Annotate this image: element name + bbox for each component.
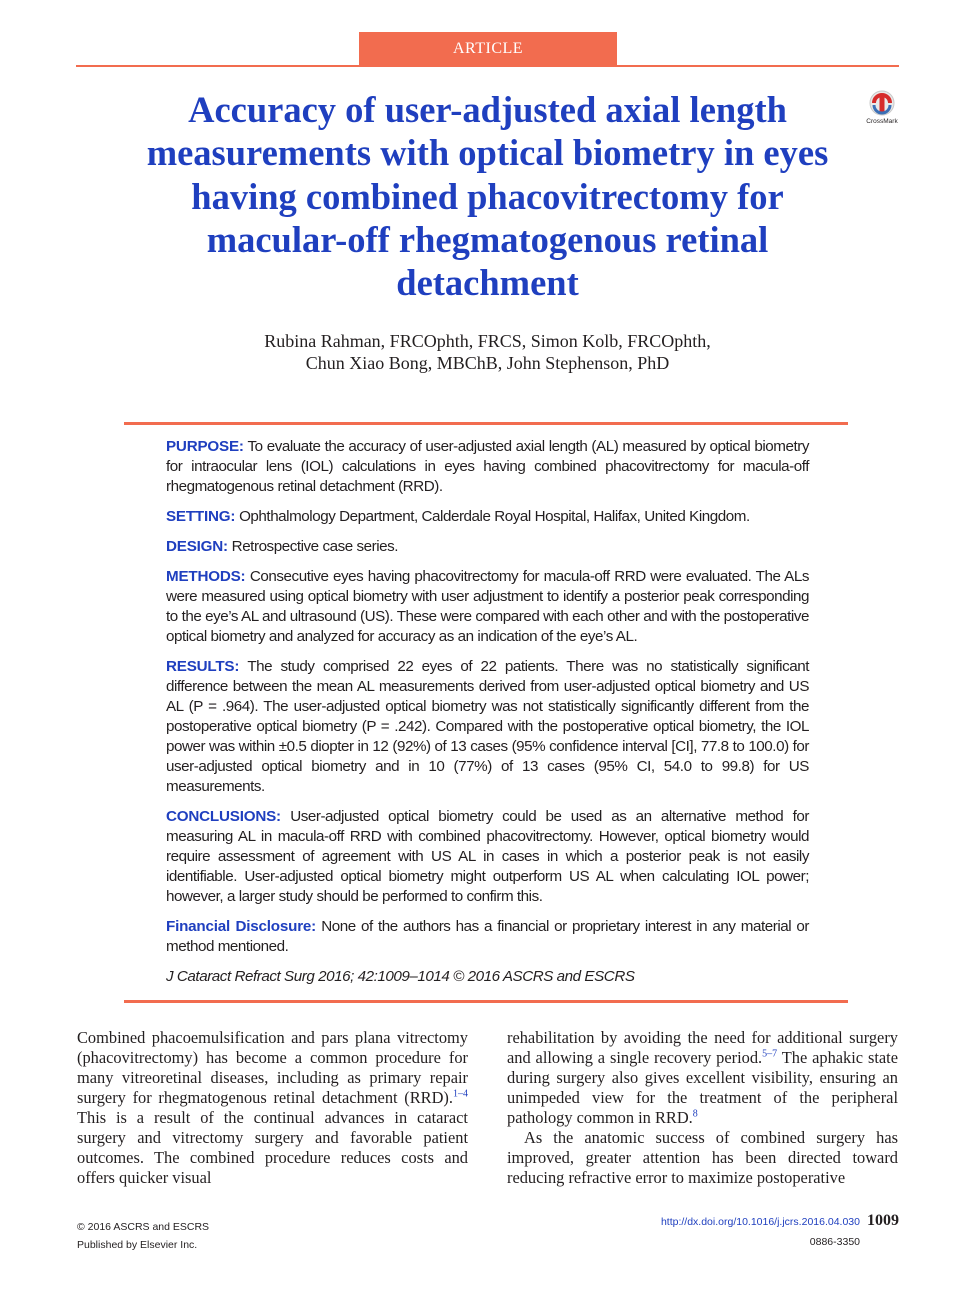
abstract-purpose	[166, 437, 809, 497]
copyright-notice: © 2016 ASCRS and ESCRS	[77, 1221, 210, 1233]
section-label: SETTING:	[166, 508, 236, 525]
reference-link[interactable]: 1–4	[453, 1088, 468, 1100]
article-type-tag: ARTICLE	[359, 32, 617, 65]
section-text: The study comprised 22 eyes of 22 patients. There was no statistically significant difference between the mean AL measurements derived from user-adjusted optical biometry and US AL (P = .964). The user-adjusted optical biometry was not statistically significantly different from the postoperative optical biometry (P = .242). Compared with the postoperative optical biometry, the IOL power was within ±0.5 diopter in 12 (92%) of 13 cases (95% confidence interval [CI], 77.8 to 100.0) for user-adjusted optical biometry and in 10 (77%) of 13 cases (95% CI, 54.0 to 99.8) for US measurements.	[166, 658, 810, 795]
abstract-bottom-rule	[124, 1000, 848, 1003]
body-text: The aphakic state during surgery also gives excellent visibility, ensuring an unimpeded view for the treatment of the peripheral pathology common in RRD.	[507, 1048, 898, 1127]
body-text: Combined phacoemulsification and pars plana vitrectomy (phacovitrectomy) has become a common procedure for many vitreoretinal diseases, including as primary repair surgery for rhegmatogenous retinal detachment (RRD).	[77, 1028, 468, 1107]
author-line: Rubina Rahman, FRCOphth, FRCS, Simon Kolb, FRCOphth,	[264, 331, 711, 351]
section-text: Ophthalmology Department, Calderdale Royal Hospital, Halifax, United Kingdom.	[239, 508, 750, 525]
abstract-setting	[166, 507, 809, 527]
abstract-top-rule	[124, 422, 848, 425]
publisher-notice: Published by Elsevier Inc.	[77, 1239, 198, 1251]
section-label: RESULTS:	[166, 658, 240, 675]
section-text: None of the authors has a financial or proprietary interest in any material or method mentioned.	[166, 918, 809, 955]
section-label: METHODS:	[166, 568, 246, 585]
author-list	[200, 330, 775, 374]
reference-link[interactable]: 8	[692, 1108, 698, 1120]
section-label: DESIGN:	[166, 538, 228, 555]
section-text: Retrospective case series.	[231, 538, 399, 555]
author-line: Chun Xiao Bong, MBChB, John Stephenson, PhD	[305, 353, 670, 373]
section-label: CONCLUSIONS:	[166, 808, 281, 825]
abstract-conclusions	[166, 807, 809, 907]
crossmark-icon	[864, 90, 900, 120]
journal-citation: J Cataract Refract Surg 2016; 42:1009–1014 © 2016 ASCRS and ESCRS	[166, 968, 635, 985]
page-number: 1009	[867, 1212, 899, 1229]
body-paragraph: As the anatomic success of combined surgery has improved, greater attention has been directed toward reducing refractive error to maximize postoperative	[507, 1128, 898, 1187]
section-text: User-adjusted optical biometry could be used as an alternative method for measuring AL in macula-off RRD with combined phacovitrectomy. However, optical biometry would require assessment of agreement with US AL in cases in which a posterior peak is not easily identifiable. User-adjusted optical biometry might outperform US AL when calculating IOL power; however, a larger study should be performed to confirm this.	[166, 808, 809, 905]
crossmark-label: CrossMark	[866, 118, 898, 125]
abstract-disclosure	[166, 917, 809, 957]
abstract-results	[166, 657, 809, 797]
section-label: PURPOSE:	[166, 438, 244, 455]
section-text: Consecutive eyes having phacovitrectomy for macula-off RRD were evaluated. The ALs were measured using optical biometry with user adjustment to identify a posterior peak corresponding to the eye’s AL and ultrasound (US). These were compared with each other and with the postoperative optical biometry and analyzed for accuracy as an indication of the eye’s AL.	[166, 568, 809, 645]
body-text: This is a result of the continual advances in cataract surgery and vitrectomy surgery and favorable patient outcomes. The combined procedure reduces costs and offers quicker visual	[77, 1108, 468, 1187]
abstract-design	[166, 537, 809, 557]
article-title: Accuracy of user-adjusted axial length measurements with optical biometry in eyes having combined phacovitrectomy for macular-off rhegmatogenous retinal detachment	[146, 89, 829, 304]
header-divider	[76, 65, 899, 67]
body-text: rehabilitation by avoiding the need for additional surgery and allowing a single recovery period.	[507, 1028, 898, 1067]
section-label: Financial Disclosure:	[166, 918, 317, 935]
abstract	[166, 437, 809, 997]
doi-link[interactable]: http://dx.doi.org/10.1016/j.jcrs.2016.04.030	[660, 1216, 860, 1228]
abstract-methods	[166, 567, 809, 647]
body-paragraph	[77, 1028, 468, 1188]
body-column-right	[507, 1028, 898, 1188]
body-paragraph	[507, 1028, 898, 1128]
section-text: To evaluate the accuracy of user-adjusted axial length (AL) measured by optical biometry for intraocular lens (IOL) calculations in eyes having combined phacovitrectomy for macula-off rhegmatogenous retinal detachment (RRD).	[166, 438, 809, 495]
issn: 0886-3350	[809, 1236, 860, 1248]
footer-left	[77, 1218, 209, 1254]
body-column-left	[77, 1028, 468, 1188]
crossmark-badge[interactable]	[864, 90, 900, 130]
reference-link[interactable]: 5–7	[762, 1048, 778, 1060]
